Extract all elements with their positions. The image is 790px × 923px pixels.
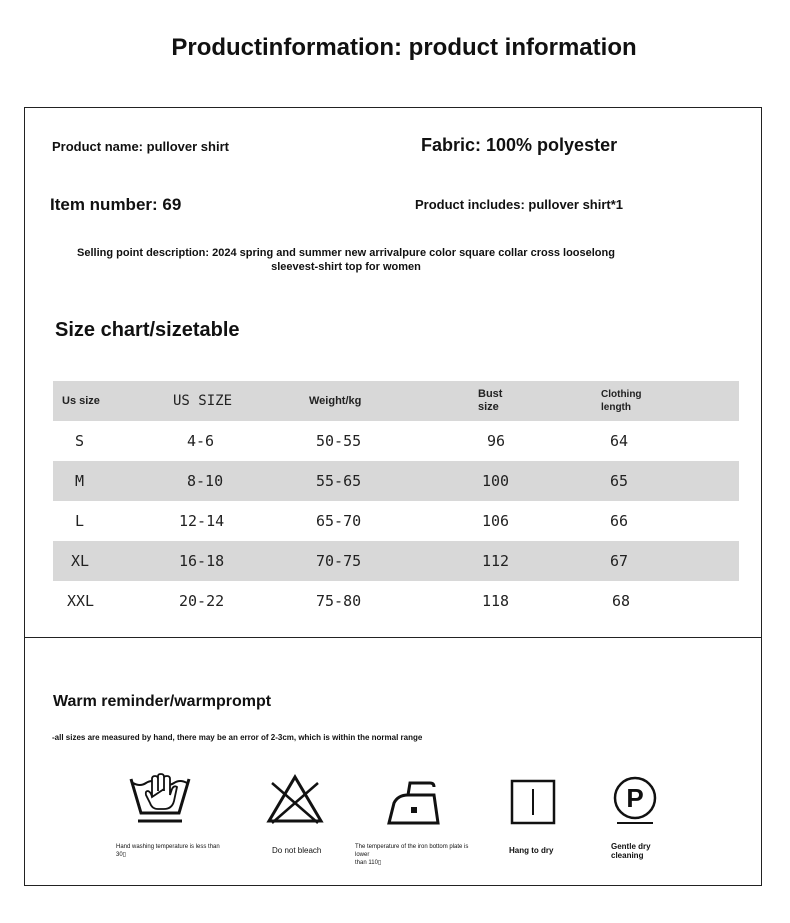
cell-size: S <box>75 432 85 450</box>
hang-to-dry-label-line-1: Hang to dry <box>509 846 554 855</box>
header-bust-size <box>478 381 502 421</box>
iron-label-line-2: than 110▯ <box>355 860 382 866</box>
selling-point-description <box>70 246 622 274</box>
cell-length: 68 <box>612 592 631 610</box>
hang-to-dry-icon <box>510 779 556 830</box>
table-row <box>53 541 739 581</box>
gentle-dry-cleaning-label-line-2: cleaning <box>611 851 644 860</box>
iron-label-line-1: The temperature of the iron bottom plate is lower <box>355 844 469 858</box>
cell-us: 16-18 <box>179 552 225 570</box>
header-clothing-length <box>601 381 642 421</box>
cell-size: XL <box>71 552 90 570</box>
header-clothing-line-2: length <box>601 402 631 413</box>
header-bust-line-2: size <box>478 401 499 413</box>
header-weight: Weight/kg <box>309 394 362 407</box>
cell-weight: 55-65 <box>316 472 362 490</box>
do-not-bleach-icon <box>266 773 324 832</box>
cell-us: 12-14 <box>179 512 225 530</box>
cell-us: 20-22 <box>179 592 225 610</box>
iron-label <box>355 843 481 867</box>
table-row <box>53 501 739 541</box>
warm-reminder-heading: Warm reminder/warmprompt <box>53 693 272 710</box>
cell-bust: 106 <box>482 512 510 530</box>
product-includes: Product includes: pullover shirt*1 <box>415 197 624 212</box>
gentle-dry-cleaning-label-line-1: Gentle dry <box>611 842 651 851</box>
size-chart-heading: Size chart/sizetable <box>55 319 240 341</box>
item-number: Item number: 69 <box>50 195 182 214</box>
hand-wash-label-line-2: 30▯ <box>116 852 126 858</box>
do-not-bleach-label-line-1: Do not bleach <box>272 846 322 855</box>
cell-length: 66 <box>610 512 629 530</box>
cell-weight: 50-55 <box>316 432 362 450</box>
header-us-size: Us size <box>62 394 100 407</box>
table-row <box>53 421 739 461</box>
cell-bust: 96 <box>487 432 506 450</box>
svg-text:P: P <box>626 783 644 813</box>
cell-us: 8-10 <box>187 472 224 490</box>
page-title: Productinformation: product information <box>171 34 637 61</box>
header-us-size-caps: US SIZE <box>173 392 233 409</box>
product-name: Product name: pullover shirt <box>52 139 229 154</box>
do-not-bleach-label <box>272 846 321 855</box>
cell-length: 64 <box>610 432 629 450</box>
cell-weight: 65-70 <box>316 512 362 530</box>
table-row <box>53 581 739 621</box>
cell-length: 67 <box>610 552 629 570</box>
cell-weight: 75-80 <box>316 592 362 610</box>
gentle-dry-cleaning-label <box>611 842 651 860</box>
cell-bust: 112 <box>482 552 510 570</box>
header-clothing-line-1: Clothing <box>601 389 642 400</box>
iron-icon <box>386 773 442 832</box>
cell-length: 65 <box>610 472 629 490</box>
size-table <box>53 381 739 621</box>
hand-wash-label-line-1: Hand washing temperature is less than <box>116 844 220 850</box>
gentle-dry-cleaning-icon <box>611 774 659 831</box>
selling-point-line-1: Selling point description: 2024 spring and summer new arrivalpure color square collar cross looselong <box>77 247 615 259</box>
size-table-header <box>53 381 739 421</box>
hang-to-dry-label <box>509 846 553 855</box>
cell-bust: 118 <box>482 592 510 610</box>
hand-wash-icon <box>128 773 192 832</box>
cell-size: L <box>75 512 85 530</box>
fabric: Fabric: 100% polyester <box>421 135 618 155</box>
header-bust-line-1: Bust <box>478 388 503 400</box>
cell-weight: 70-75 <box>316 552 362 570</box>
measurement-note: -all sizes are measured by hand, there may be an error of 2-3cm, which is within the normal range <box>52 733 423 742</box>
cell-bust: 100 <box>482 472 510 490</box>
cell-us: 4-6 <box>187 432 215 450</box>
table-row <box>53 461 739 501</box>
cell-size: M <box>75 472 85 490</box>
hand-wash-label <box>116 843 226 859</box>
selling-point-line-2: sleevest-shirt top for women <box>271 261 421 273</box>
cell-size: XXL <box>67 592 95 610</box>
